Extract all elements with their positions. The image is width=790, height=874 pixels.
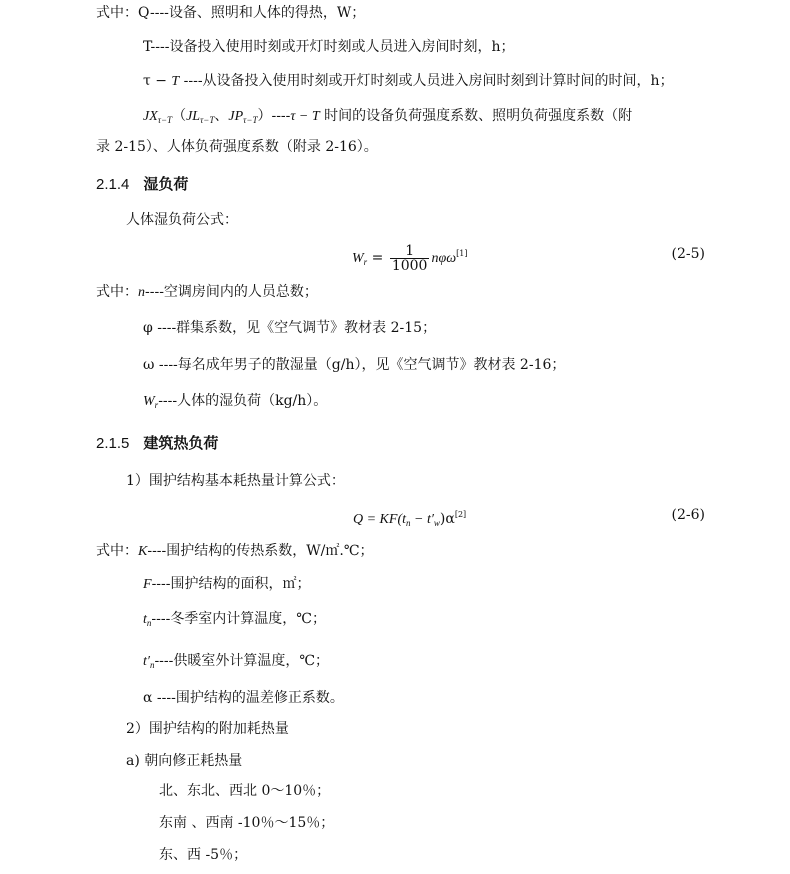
text-line-n-definition: 式中：n----空调房间内的人员总数；	[96, 284, 318, 300]
text-line-tau-definition: τ − T ----从设备投入使用时刻或开灯时刻或人员进入房间时刻到计算时间的时间，h；	[143, 73, 674, 89]
text-line-tw-definition: $t'_n----$供暖室外计算温度，℃；	[143, 653, 330, 670]
text-line-coefficients: $JX_{\tau-T}(JL_{\tau-T}$、$JP_{\tau-T})----\tau - T$ 时间的设备负荷强度系数、照明负荷强度系数（附	[143, 108, 633, 125]
section-heading-building-heat-load	[96, 433, 218, 454]
text-line-north: 北、东北、西北 0～10％；	[159, 783, 331, 799]
equation-2-6: $Q = KF(t_n - t'_w)\alpha[2]$	[353, 510, 467, 528]
equation-2-5: $W_r$ = $\frac{1}{1000}$ nφω[1]	[352, 242, 468, 274]
text-line-additional-heat: 2）围护结构的附加耗热量	[126, 721, 289, 737]
section-heading-moisture-load	[96, 174, 188, 195]
text-line-orientation-correction: a) 朝向修正耗热量	[126, 753, 243, 769]
text-line-where-q: 式中：Q----设备、照明和人体的得热，W；	[96, 5, 366, 21]
equation-number: (2-5)	[671, 246, 705, 262]
text-line-t-definition: T----设备投入使用时刻或开灯时刻或人员进入房间时刻，h；	[143, 39, 515, 55]
text-line-formula-intro: 人体湿负荷公式：	[126, 212, 238, 228]
text-line-appendix: 录 2-15）、人体负荷强度系数（附录 2-16）。	[96, 139, 378, 155]
equation-number: (2-6)	[671, 507, 705, 523]
text-line-omega-definition: ω ----每名成年男子的散湿量（g/h），见《空气调节》教材表 2-16；	[143, 357, 566, 373]
fraction: $\frac{1}{1000}$	[391, 242, 428, 274]
text-line-k-definition: 式中：K----围护结构的传热系数，W/㎡.℃；	[96, 543, 374, 559]
text-line-tn-definition: $t_n----$冬季室内计算温度，℃；	[143, 611, 326, 628]
text-line-east-west: 东、西 -5％；	[159, 847, 248, 863]
text-line-alpha-definition: α ----围护结构的温差修正系数。	[143, 690, 344, 706]
text-line-wr-definition: $W_r----$人体的湿负荷（kg/h）。	[143, 393, 328, 410]
section-title: 湿负荷	[143, 175, 189, 193]
section-number: 2.1.5	[96, 435, 130, 452]
symbol-tau: τ	[143, 73, 151, 89]
citation-ref: [1]	[456, 249, 468, 258]
citation-ref: [2]	[454, 510, 467, 519]
text-line-phi-definition: φ ----群集系数，见《空气调节》教材表 2-15；	[143, 320, 437, 336]
symbol-t: T	[171, 74, 180, 89]
text-line-southeast: 东南 、西南 -10％～15％；	[159, 815, 335, 831]
text-line-basic-heat-intro: 1）围护结构基本耗热量计算公式：	[126, 473, 345, 489]
section-title: 建筑热负荷	[143, 434, 219, 452]
text-line-f-definition: F----围护结构的面积，㎡；	[143, 576, 311, 592]
section-number: 2.1.4	[96, 176, 130, 193]
